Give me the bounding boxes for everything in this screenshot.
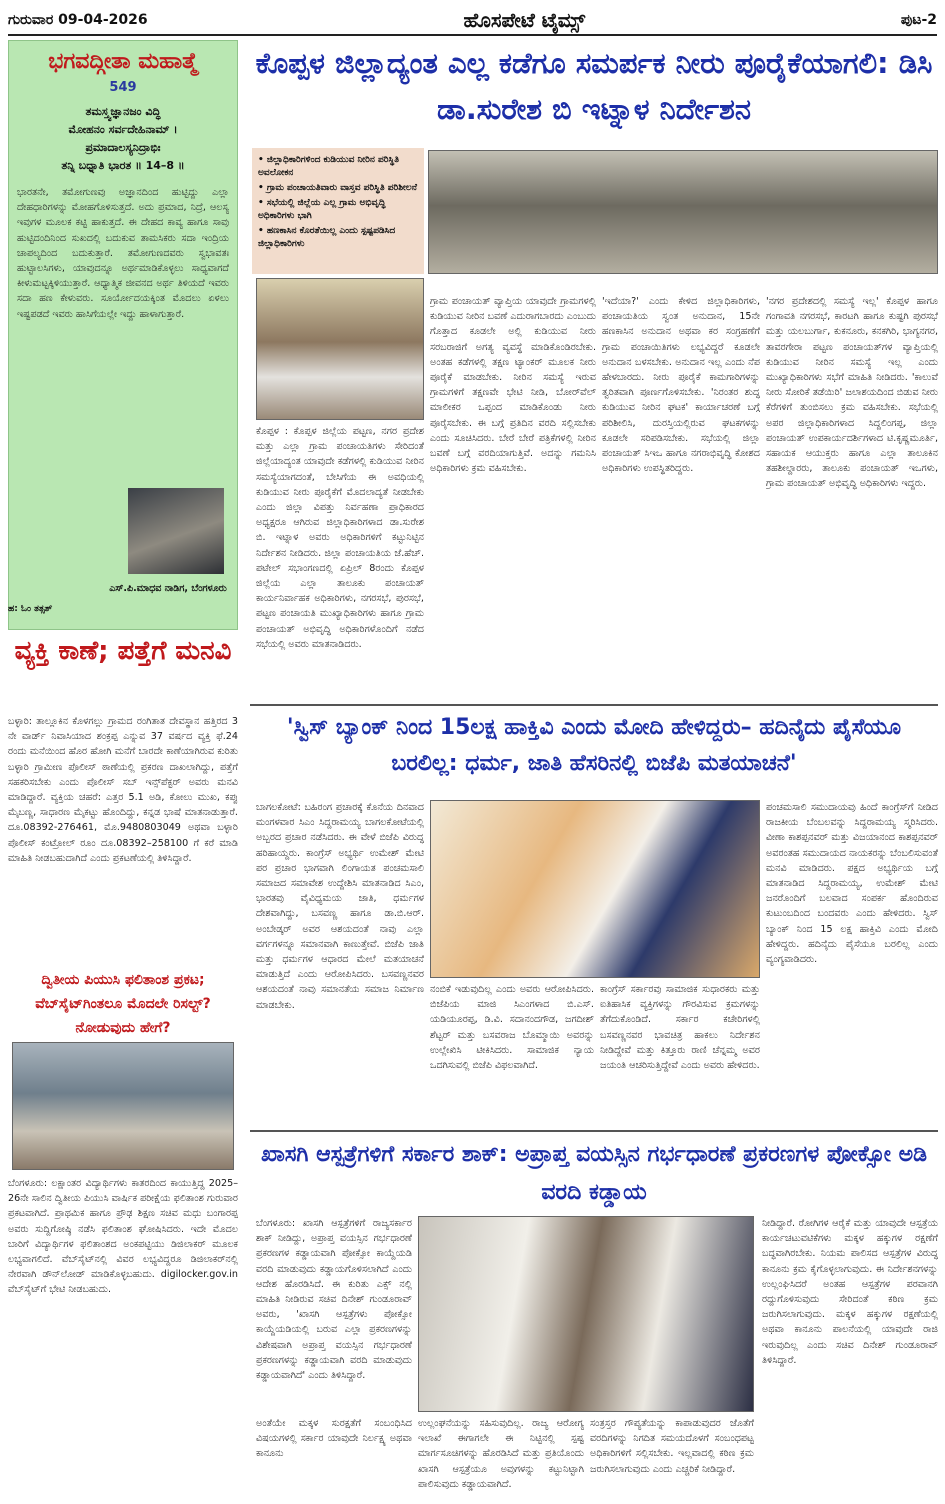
- story1-column-3: 'ಇದೆಯಾ?' ಎಂದು ಕೇಳಿದ ಜಿಲ್ಲಾಧಿಕಾರಿಗಳು, ಪಂಚಾಯತಿಯ ಸ್ವಂತ ಅನುದಾನ, 15ನೇ ಹಣಕಾಸಿನ ಅನುದಾನ ಅಥವಾ ಕರ ಸಂಗ್ರಹಣೆಗೆ ಗ್ರಾಮ ಪಂಚಾಯಿತಿಗಳು ಲಭ್ಯವಿದ್ದರೆ ಕೂಡಲೇ ಅನುದಾನ ಬಳಸಬೇಕು. ಅನುದಾನ ಇಲ್ಲ ಎಂದು ನೆಪ ಹೇಳಬಾರದು. ನೀರು ಪೂರೈಕೆ ಕಾಮಗಾರಿಗಳನ್ನು ತ್ವರಿತವಾಗಿ ಪೂರ್ಣಗೊಳಿಸಬೇಕು. 'ನಿರಂತರ ಶುದ್ಧ ಕುಡಿಯುವ ನೀರಿನ ಘಟಕ' ಕಾರ್ಯಾಚರಣೆ ಬಗ್ಗೆ ಪರಿಶೀಲಿಸಿ, ದುರಸ್ತಿಯಲ್ಲಿರುವ ಘಟಕಗಳನ್ನು ಕೂಡಲೇ ಸರಿಪಡಿಸಬೇಕು. ಸಭೆಯಲ್ಲಿ ಜಿಲ್ಲಾ ಪಂಚಾಯತ್ ಸಿಇಒ ಹಾಗೂ ನಗರಾಭಿವೃದ್ಧಿ ಕೋಶದ ಅಧಿಕಾರಿಗಳು ಉಪಸ್ಥಿತರಿದ್ದರು.: [602, 296, 760, 475]
- gita-title: ಭಗವದ್ಗೀತಾ ಮಹಾತ್ಮೆ: [48, 49, 198, 74]
- gita-body: ಭಾರತನೇ, ತಮೋಗುಣವು ಅಜ್ಞಾನದಿಂದ ಹುಟ್ಟಿದ್ದು ಎಲ್ಲಾ ದೇಹಧಾರಿಗಳನ್ನು ಮೋಹಗೊಳಿಸುತ್ತದೆ. ಅದು ಪ್ರಮಾದ, ನಿದ್ರೆ, ಆಲಸ್ಯ ಇವುಗಳ ಮೂಲಕ ಕಟ್ಟಿ ಹಾಕುತ್ತದೆ. ಈ ದೇಹದ ಕಾವ್ಯ ಹಾಗೂ ಸಾವು ಹುಟ್ಟಿದಂದಿನಿಂದ ಸುಖದಲ್ಲಿ ಬದುಕುವ ತಾಮಸಿಕರು ಸದಾ ಇಂದ್ರಿಯ ಚಾಪಲ್ಯದಿಂದ ಬದುಕುತ್ತಾರೆ. ತಮೋಗುಣದವರು ಸ್ವಭಾವತಃ ಹುಟ್ಟಾಲಸಿಗಳು, ಯಾವುದನ್ನೂ ಅರ್ಥಮಾಡಿಕೊಳ್ಳಲು ಸಾಧ್ಯವಾಗದೆ ಕೀಳುಮಟ್ಟಕ್ಕಿಳಿಯುತ್ತಾರೆ. ಆಧ್ಯಾತ್ಮಿಕ ಜೀವನದ ಅರ್ಥ ತಿಳಿಯದೆ ಇವರು ಸದಾ ಹಣ ಕೇಳುವರು. ಸೂರ್ಯೋದಯಕ್ಕಿಂತ ಮೊದಲು ಏಳಲು ಇಷ್ಟಪಡದೆ ಇವರು ಹಾಸಿಗೆಯಲ್ಲೇ ಇದ್ದು ಹಾಳಾಗುತ್ತಾರೆ.: [17, 187, 229, 320]
- photo-credit: ಹ: ಓಂ ತತ್ಸತ್: [8, 604, 53, 614]
- story2-column-1: ಬಾಗಲಕೋಟೆ: ಬಹಿರಂಗ ಪ್ರಚಾರಕ್ಕೆ ಕೊನೆಯ ದಿನವಾದ ಮಂಗಳವಾರ ಸಿಎಂ ಸಿದ್ದರಾಮಯ್ಯ ಬಾಗಲಕೋಟೆಯಲ್ಲಿ ಅಬ್ಬರದ ಪ್ರಚಾರ ನಡೆಸಿದರು. ಈ ವೇಳೆ ಬಿಜೆಪಿ ವಿರುದ್ಧ ಹರಿಹಾಯ್ದರು. ಕಾಂಗ್ರೆಸ್ ಅಭ್ಯರ್ಥಿ ಉಮೇಶ್ ಮೇಟಿ ಪರ ಪ್ರಚಾರ ಭಾಗವಾಗಿ ಲಿಂಗಾಯತ ಪಂಚಮಸಾಲಿ ಸಮಾಜದ ಸಮಾವೇಶ ಉದ್ದೇಶಿಸಿ ಮಾತನಾಡಿದ ಸಿಎಂ, ಭಾರತವು ವೈವಿಧ್ಯಮಯ ಜಾತಿ, ಧರ್ಮಗಳ ದೇಶವಾಗಿದ್ದು, ಬಸವಣ್ಣ ಹಾಗೂ ಡಾ.ಬಿ.ಆರ್. ಅಂಬೇಡ್ಕರ್ ಅವರ ಆಶಯದಂತೆ ನಾವು ಎಲ್ಲಾ ವರ್ಗಗಳನ್ನೂ ಸಮಾನವಾಗಿ ಕಾಣುತ್ತೇವೆ. ಬಿಜೆಪಿ ಜಾತಿ ಮತ್ತು ಧರ್ಮಗಳ ಆಧಾರದ ಮೇಲೆ ಮತಯಾಚನೆ ಮಾಡುತ್ತಿದೆ ಎಂದು ಆರೋಪಿಸಿದರು. ಬಸವಣ್ಣನವರ ಆಶಯದಂತೆ ನಾವು ಸಮಾನತೆಯ ಸಮಾಜ ನಿರ್ಮಾಣ ಮಾಡಬೇಕು.: [256, 802, 424, 1011]
- story3-column-3: ಸಂತ್ರಸ್ತರ ಗೌಪ್ಯತೆಯನ್ನು ಕಾಪಾಡುವುದರ ಜೊತೆಗೆ ವರದಿಗಳನ್ನು ನಿಗದಿತ ಸಮಯದೊಳಗೆ ಸಂಬಂಧಪಟ್ಟ ಅಧಿಕಾರಿಗಳಿಗೆ ಸಲ್ಲಿಸಬೇಕು. ಇಲ್ಲವಾದಲ್ಲಿ ಕಠಿಣ ಕ್ರಮ ಜರುಗಿಸಲಾಗುವುದು ಎಂದು ಎಚ್ಚರಿಕೆ ನೀಡಿದ್ದಾರೆ.: [590, 1418, 754, 1475]
- verse-line: ಮೋಹನಂ ಸರ್ವದೇಹಿನಾಮ್ ।: [68, 123, 178, 136]
- story2-headline: 'ಸ್ವಿಸ್ ಬ್ಯಾಂಕ್ ನಿಂದ 15ಲಕ್ಷ ಹಾಕ್ತಿವಿ ಎಂದು ಮೋದಿ ಹೇಳಿದ್ದರು– ಹದಿನೈದು ಪೈಸೆಯೂ ಬರಲಿಲ್ಲ: ಧರ್ಮ, ಜಾತಿ ಹೆಸರಿನಲ್ಲಿ ಬಿಜೆಪಿ ಮತಯಾಚನೆ': [286, 715, 902, 776]
- gita-verse: [17, 103, 229, 175]
- story1-column-4: 'ನಗರ ಪ್ರದೇಶದಲ್ಲಿ ಸಮಸ್ಯೆ ಇಲ್ಲ' ಕೊಪ್ಪಳ ಹಾಗೂ ಗಂಗಾವತಿ ನಗರಸಭೆ, ಕಾರಟಗಿ ಹಾಗೂ ಕುಷ್ಟಗಿ ಪುರಸಭೆ ಮತ್ತು ಯಲಬುರ್ಗಾ, ಕುಕನೂರು, ಕನಕಗಿರಿ, ಭಾಗ್ಯನಗರ, ತಾವರಗೇರಾ ಪಟ್ಟಣ ಪಂಚಾಯತ್‌ಗಳ ವ್ಯಾಪ್ತಿಯಲ್ಲಿ ಕುಡಿಯುವ ನೀರಿನ ಸಮಸ್ಯೆ ಇಲ್ಲ ಎಂದು ಮುಖ್ಯಾಧಿಕಾರಿಗಳು ಸಭೆಗೆ ಮಾಹಿತಿ ನೀಡಿದರು. 'ಕಾಲುವೆ ನೀರು ಸೋರಿಕೆ ತಡೆಯಿರಿ' ಜಲಾಶಯದಿಂದ ಬಿಡುವ ನೀರು ಕೆರೆಗಳಿಗೆ ತುಂಬಿಸಲು ಕ್ರಮ ವಹಿಸಬೇಕು. ಸಭೆಯಲ್ಲಿ ಅಪರ ಜಿಲ್ಲಾಧಿಕಾರಿಗಳಾದ ಸಿದ್ದಲಿಂಗಪ್ಪ, ಜಿಲ್ಲಾ ಪಂಚಾಯತ್ ಉಪಕಾರ್ಯದರ್ಶಿಗಳಾದ ಟಿ.ಕೃಷ್ಣಮೂರ್ತಿ, ಸಹಾಯಕ ಆಯುಕ್ತರು ಹಾಗೂ ಎಲ್ಲಾ ತಾಲೂಕಿನ ತಹಶೀಲ್ದಾರರು, ತಾಲೂಕು ಪಂಚಾಯತ್ ಇಒಗಳು, ಗ್ರಾಮ ಪಂಚಾಯತ್ ಅಭಿವೃದ್ಧಿ ಅಧಿಕಾರಿಗಳು ಇದ್ದರು.: [766, 296, 938, 490]
- story2-column-4: ಪಂಚಮಸಾಲಿ ಸಮುದಾಯವು ಹಿಂದೆ ಕಾಂಗ್ರೆಸ್‌ಗೆ ನೀಡಿದ ರಾಜಕೀಯ ಬೆಂಬಲವನ್ನು ಸಿದ್ದರಾಮಯ್ಯ ಸ್ಮರಿಸಿದರು. ವೀಣಾ ಕಾಶಪ್ಪನವರ್ ಮತ್ತು ವಿಜಯಾನಂದ ಕಾಶಪ್ಪನವರ್ ಅವರಂತಹ ಸಮುದಾಯದ ನಾಯಕರನ್ನು ಬೆಂಬಲಿಸುವಂತೆ ಮನವಿ ಮಾಡಿದರು. ಪಕ್ಷದ ಅಭ್ಯರ್ಥಿಯ ಬಗ್ಗೆ ಮಾತನಾಡಿದ ಸಿದ್ದರಾಮಯ್ಯ, ಉಮೇಶ್ ಮೇಟಿ ಜನರೊಂದಿಗೆ ಬಲವಾದ ಸಂಪರ್ಕ ಹೊಂದಿರುವ ಕುಟುಂಬದಿಂದ ಬಂದವರು ಎಂದು ಹೇಳಿದರು. ಸ್ವಿಸ್ ಬ್ಯಾಂಕ್ ನಿಂದ 15 ಲಕ್ಷ ಹಾಕ್ತಿವಿ ಎಂದು ಮೋದಿ ಹೇಳಿದ್ದರು. ಹದಿನೈದು ಪೈಸೆಯೂ ಬರಲಿಲ್ಲ ಎಂದು ವ್ಯಂಗ್ಯವಾಡಿದರು.: [766, 802, 938, 966]
- missing-person-text: ಬಳ್ಳಾರಿ: ತಾಲ್ಲೂಕಿನ ಕೊಳಗಲ್ಲು ಗ್ರಾಮದ ರಂಗಿತಾತ ದೇವಸ್ಥಾನ ಹತ್ತಿರದ 3 ನೇ ವಾರ್ಡ್ ನಿವಾಸಿಯಾದ ಶಂಕ್ರಪ್ಪ ಎನ್ನುವ 37 ವರ್ಷದ ವ್ಯಕ್ತಿ ಫೆ.24 ರಂದು ಮನೆಯಿಂದ ಹೊರ ಹೋಗಿ ಮನೆಗೆ ಬಾರದೇ ಕಾಣೆಯಾಗಿರುವ ಕುರಿತು ಬಳ್ಳಾರಿ ಗ್ರಾಮೀಣ ಪೊಲೀಸ್ ಠಾಣೆಯಲ್ಲಿ ಪ್ರಕರಣ ದಾಖಲಾಗಿದ್ದು, ಪತ್ತೆಗೆ ಸಹಕರಿಸಬೇಕು ಎಂದು ಪೊಲೀಸ್ ಸಬ್ ಇನ್ಸ್‌ಪೆಕ್ಟರ್ ಅವರು ಮನವಿ ಮಾಡಿದ್ದಾರೆ. ವ್ಯಕ್ತಿಯ ಚಹರೆ: ಎತ್ತರ 5.1 ಅಡಿ, ಕೋಲು ಮುಖ, ಕಪ್ಪು ಮೈಬಣ್ಣ, ಸಾಧಾರಣ ಮೈಕಟ್ಟು ಹೊಂದಿದ್ದು, ಕನ್ನಡ ಭಾಷೆ ಮಾತನಾಡುತ್ತಾರೆ. ದೂ.08392-276461, ಮೊ.9480803049 ಅಥವಾ ಬಳ್ಳಾರಿ ಪೊಲೀಸ್ ಕಂಟ್ರೋಲ್ ರೂಂ ದೂ.08392–258100 ಗೆ ಕರೆ ಮಾಡಿ ಮಾಹಿತಿ ನೀಡಬಹುದಾಗಿದೆ ಎಂದು ಪ್ರಕಟಣೆಯಲ್ಲಿ ತಿಳಿಸಿದ್ದಾರೆ.: [8, 716, 238, 864]
- author-photo: [128, 488, 224, 574]
- story3-column-1: ಬೆಂಗಳೂರು: ಖಾಸಗಿ ಆಸ್ಪತ್ರೆಗಳಿಗೆ ರಾಜ್ಯಸರ್ಕಾರ ಶಾಕ್ ನೀಡಿದ್ದು, ಅಪ್ರಾಪ್ತ ವಯಸ್ಸಿನ ಗರ್ಭಧಾರಣೆ ಪ್ರಕರಣಗಳ ಕಡ್ಡಾಯವಾಗಿ ಪೋಕ್ಸೋ ಕಾಯ್ದೆಯಡಿ ವರದಿ ಮಾಡುವುದು ಕಡ್ಡಾಯಗೊಳಿಸಲಾಗಿದೆ ಎಂದು ಆದೇಶ ಹೊರಡಿಸಿದೆ. ಈ ಕುರಿತು ಎಕ್ಸ್ ನಲ್ಲಿ ಮಾಹಿತಿ ನೀಡಿರುವ ಸಚಿವ ದಿನೇಶ್ ಗುಂಡೂರಾವ್ ಅವರು, 'ಖಾಸಗಿ ಆಸ್ಪತ್ರೆಗಳು ಪೋಕ್ಸೋ ಕಾಯ್ದೆಯಡಿಯಲ್ಲಿ ಬರುವ ಎಲ್ಲಾ ಪ್ರಕರಣಗಳನ್ನು ವಿಶೇಷವಾಗಿ ಅಪ್ರಾಪ್ತ ವಯಸ್ಸಿನ ಗರ್ಭಧಾರಣೆ ಪ್ರಕರಣಗಳನ್ನು ಕಡ್ಡಾಯವಾಗಿ ವರದಿ ಮಾಡುವುದು ಕಡ್ಡಾಯವಾಗಿದೆ' ಎಂದು ತಿಳಿಸಿದ್ದಾರೆ.: [256, 1218, 412, 1382]
- gita-number: 549: [109, 80, 137, 95]
- story2-column-2: ನಂಬಿಕೆ ಇಡುವುದಿಲ್ಲ ಎಂದು ಅವರು ಆರೋಪಿಸಿದರು. ಬಿಜೆಪಿಯ ಮಾಜಿ ಸಿಎಂಗಳಾದ ಬಿ.ಎಸ್. ಯಡಿಯೂರಪ್ಪ, ಡಿ.ವಿ. ಸದಾನಂದಗೌಡ, ಜಗದೀಶ್ ಶೆಟ್ಟರ್ ಮತ್ತು ಬಸವರಾಜ ಬೊಮ್ಮಾಯಿ ಅವರನ್ನು ಉಲ್ಲೇಖಿಸಿ ಟೀಕಿಸಿದರು. ಸಾಮಾಜಿಕ ನ್ಯಾಯ ಒದಗಿಸುವಲ್ಲಿ ಬಿಜೆಪಿ ವಿಫಲವಾಗಿದೆ.: [430, 984, 594, 1072]
- story1-column-1: ಕೊಪ್ಪಳ : ಕೊಪ್ಪಳ ಜಿಲ್ಲೆಯ ಪಟ್ಟಣ, ನಗರ ಪ್ರದೇಶ ಮತ್ತು ಎಲ್ಲಾ ಗ್ರಾಮ ಪಂಚಾಯತಿಗಳು ಸೇರಿದಂತೆ ಜಿಲ್ಲೆಯಾದ್ಯಂತ ಯಾವುದೇ ಕಡೆಗಳಲ್ಲಿ ಕುಡಿಯುವ ನೀರಿನ ಸಮಸ್ಯೆಯಾಗದಂತೆ, ಬೇಸಿಗೆಯ ಈ ಅವಧಿಯಲ್ಲಿ ಕುಡಿಯುವ ನೀರು ಪೂರೈಕೆಗೆ ಮೊದಲಾದ್ಯತೆ ನೀಡಬೇಕು ಎಂದು ಜಿಲ್ಲಾ ವಿಪತ್ತು ನಿರ್ವಹಣಾ ಪ್ರಾಧಿಕಾರದ ಅಧ್ಯಕ್ಷರೂ ಆಗಿರುವ ಜಿಲ್ಲಾಧಿಕಾರಿಗಳಾದ ಡಾ.ಸುರೇಶ ಬಿ. ಇಟ್ನಾಳ ಅವರು ಅಧಿಕಾರಿಗಳಿಗೆ ಕಟ್ಟುನಿಟ್ಟಿನ ನಿರ್ದೇಶನ ನೀಡಿದರು. ಜಿಲ್ಲಾ ಪಂಚಾಯತಿಯ ಜೆ.ಹೆಚ್. ಪಟೇಲ್ ಸಭಾಂಗಣದಲ್ಲಿ ಏಪ್ರಿಲ್ 8ರಂದು ಕೊಪ್ಪಳ ಜಿಲ್ಲೆಯ ಎಲ್ಲಾ ತಾಲೂಕು ಪಂಚಾಯತ್ ಕಾರ್ಯನಿರ್ವಾಹಕ ಅಧಿಕಾರಿಗಳು, ನಗರಸಭೆ, ಪುರಸಭೆ, ಪಟ್ಟಣ ಪಂಚಾಯತಿ ಮುಖ್ಯಾಧಿಕಾರಿಗಳು ಹಾಗೂ ಗ್ರಾಮ ಪಂಚಾಯತ್ ಅಭಿವೃದ್ಧಿ ಅಧಿಕಾರಿಗಳೊಂದಿಗೆ ನಡೆದ ಸಭೆಯಲ್ಲಿ ಅವರು ಮಾತನಾಡಿದರು.: [256, 426, 424, 650]
- highlight-item: • ಹಣಕಾಸಿನ ಕೊರತೆಯಿಲ್ಲ ಎಂದು ಸ್ಪಷ್ಟಪಡಿಸಿದ ಜಿಲ್ಲಾಧಿಕಾರಿಗಳು: [258, 226, 396, 249]
- newspaper-title: ಹೊಸಪೇಟೆ ಟೈಮ್ಸ್: [463, 8, 586, 32]
- missing-person-headline: ವ್ಯಕ್ತಿ ಕಾಣೆ; ಪತ್ತೆಗೆ ಮನವಿ: [14, 636, 232, 666]
- verse-line: ತನ್ನಿ ಬಧ್ನಾತಿ ಭಾರತ ॥ 14–8 ॥: [61, 159, 185, 172]
- section-divider: [250, 704, 938, 706]
- hospital-event-photo: [418, 1216, 754, 1412]
- meeting-hall-photo: [428, 150, 938, 274]
- chief-minister-photo: [430, 800, 760, 978]
- story1-headline: ಕೊಪ್ಪಳ ಜಿಲ್ಲಾದ್ಯಂತ ಎಲ್ಲ ಕಡೆಗೂ ಸಮರ್ಪಕ ನೀರು ಪೂರೈಕೆಯಾಗಲಿ: ಡಿಸಿ ಡಾ.ಸುರೇಶ ಬಿ ಇಟ್ನಾಳ ನಿರ್ದೇಶನ: [255, 46, 933, 126]
- story3-column-1b: ಅಂತೆಯೇ ಮಕ್ಕಳ ಸುರಕ್ಷತೆಗೆ ಸಂಬಂಧಿಸಿದ ವಿಷಯಗಳಲ್ಲಿ ಸರ್ಕಾರ ಯಾವುದೇ ನಿರ್ಲಕ್ಷ್ಯ ಅಥವಾ ಕಾನೂನು: [256, 1418, 412, 1460]
- page-number: ಪುಟ-2: [900, 12, 937, 28]
- story2-column-3: ಕಾಂಗ್ರೆಸ್ ಸರ್ಕಾರವು ಸಾಮಾಜಿಕ ಸುಧಾರಕರು ಮತ್ತು ಐತಿಹಾಸಿಕ ವ್ಯಕ್ತಿಗಳನ್ನು ಗೌರವಿಸುವ ಕ್ರಮಗಳನ್ನು ತೆಗೆದುಕೊಂಡಿದೆ. ಸರ್ಕಾರ ಕಚೇರಿಗಳಲ್ಲಿ ಬಸವಣ್ಣನವರ ಭಾವಚಿತ್ರ ಹಾಕಲು ನಿರ್ದೇಶನ ನೀಡಿದ್ದೇವೆ ಮತ್ತು ಕಿತ್ತೂರು ರಾಣಿ ಚೆನ್ನಮ್ಮ ಅವರ ಜಯಂತಿ ಆಚರಿಸುತ್ತಿದ್ದೇವೆ ಎಂದು ಅವರು ಹೇಳಿದರು.: [600, 984, 760, 1072]
- masthead: [8, 6, 937, 36]
- story3-column-2: ಉಲ್ಲಂಘನೆಯನ್ನು ಸಹಿಸುವುದಿಲ್ಲ. ರಾಜ್ಯ ಆರೋಗ್ಯ ಇಲಾಖೆ ಈಗಾಗಲೇ ಈ ನಿಟ್ಟಿನಲ್ಲಿ ಸ್ಪಷ್ಟ ಮಾರ್ಗಸೂಚಿಗಳನ್ನು ಹೊರಡಿಸಿದೆ ಮತ್ತು ಪ್ರತಿಯೊಂದು ಖಾಸಗಿ ಆಸ್ಪತ್ರೆಯೂ ಅವುಗಳನ್ನು ಕಟ್ಟುನಿಟ್ಟಾಗಿ ಪಾಲಿಸುವುದು ಕಡ್ಡಾಯವಾಗಿದೆ.: [418, 1418, 584, 1490]
- section-divider: [250, 1130, 938, 1132]
- story3-headline: ಖಾಸಗಿ ಆಸ್ಪತ್ರೆಗಳಿಗೆ ಸರ್ಕಾರ ಶಾಕ್: ಅಪ್ರಾಪ್ತ ವಯಸ್ಸಿನ ಗರ್ಭಧಾರಣೆ ಪ್ರಕರಣಗಳ ಪೋಕ್ಸೋ ಅಡಿ ವರದಿ ಕಡ್ಡಾಯ: [260, 1142, 928, 1205]
- highlight-item: • ಜಿಲ್ಲಾಧಿಕಾರಿಗಳಿಂದ ಕುಡಿಯುವ ನೀರಿನ ಪರಿಸ್ಥಿತಿ ಅವಲೋಕನ: [258, 155, 399, 178]
- students-computer-photo: [12, 1042, 234, 1170]
- highlight-item: • ಗ್ರಾಮ ಪಂಚಾಯತಿವಾರು ವಾಸ್ತವ ಪರಿಸ್ಥಿತಿ ಪರಿಶೀಲನೆ: [258, 183, 417, 193]
- puc-headline: ದ್ವಿತೀಯ ಪಿಯುಸಿ ಫಲಿತಾಂಶ ಪ್ರಕಟ; ವೆಬ್‌ಸೈಟ್‌ಗಿಂತಲೂ ಮೊದಲೇ ರಿಸಲ್ಟ್? ನೋಡುವುದು ಹೇಗೆ?: [35, 972, 211, 1036]
- verse-line: ಪ್ರಮಾದಾಲಸ್ಯನಿದ್ರಾಭಿಃ: [85, 141, 161, 154]
- author-name: ಎಸ್.ಪಿ.ಮಾಧವ ನಾಡಿಗ, ಬೆಂಗಳೂರು: [109, 583, 227, 594]
- story3-column-4: ನೀಡಿದ್ದಾರೆ. ರೋಗಿಗಳ ಆರೈಕೆ ಮತ್ತು ಯಾವುದೇ ಆಸ್ಪತ್ರೆಯ ಕಾರ್ಯಚಟುವಟಿಕೆಗಳು ಮಕ್ಕಳ ಹಕ್ಕುಗಳ ರಕ್ಷಣೆಗೆ ಬದ್ಧವಾಗಿರಬೇಕು. ನಿಯಮ ಪಾಲಿಸದ ಆಸ್ಪತ್ರೆಗಳ ವಿರುದ್ಧ ಕಾನೂನು ಕ್ರಮ ಕೈಗೊಳ್ಳಲಾಗುವುದು. ಈ ನಿರ್ದೇಶನಗಳನ್ನು ಉಲ್ಲಂಘಿಸಿದರೆ ಅಂತಹ ಆಸ್ಪತ್ರೆಗಳ ಪರವಾನಗಿ ರದ್ದುಗೊಳಿಸುವುದು ಸೇರಿದಂತೆ ಕಠಿಣ ಕ್ರಮ ಜರುಗಿಸಲಾಗುವುದು. ಮಕ್ಕಳ ಹಕ್ಕುಗಳ ರಕ್ಷಣೆಯಲ್ಲಿ ಅಥವಾ ಕಾನೂನು ಪಾಲನೆಯಲ್ಲಿ ಯಾವುದೇ ರಾಜಿ ಇರುವುದಿಲ್ಲ ಎಂದು ಸಚಿವ ದಿನೇಶ್ ಗುಂಡೂರಾವ್ ತಿಳಿಸಿದ್ದಾರೆ.: [762, 1218, 938, 1366]
- puc-text: ಬೆಂಗಳೂರು: ಲಕ್ಷಾಂತರ ವಿದ್ಯಾರ್ಥಿಗಳು ಕಾತರದಿಂದ ಕಾಯುತ್ತಿದ್ದ 2025–26ನೇ ಸಾಲಿನ ದ್ವಿತೀಯ ಪಿಯುಸಿ ವಾರ್ಷಿಕ ಪರೀಕ್ಷೆಯ ಫಲಿತಾಂಶ ಗುರುವಾರ ಪ್ರಕಟವಾಗಿದೆ. ಪ್ರಾಥಮಿಕ ಹಾಗೂ ಪ್ರೌಢ ಶಿಕ್ಷಣ ಸಚಿವ ಮಧು ಬಂಗಾರಪ್ಪ ಅವರು ಸುದ್ದಿಗೋಷ್ಠಿ ನಡೆಸಿ ಫಲಿತಾಂಶ ಘೋಷಿಸಿದರು. ಇದೇ ಮೊದಲ ಬಾರಿಗೆ ವಿದ್ಯಾರ್ಥಿಗಳ ಫಲಿತಾಂಶದ ಅಂಕಪಟ್ಟಿಯು ಡಿಜಿಲಾಕರ್ ಮೂಲಕ ಲಭ್ಯವಾಗಲಿದೆ. ವೆಬ್‌ಸೈಟ್‌ನಲ್ಲಿ ವಿವರ ಲಭ್ಯವಿದ್ದರೂ ಡಿಜಿಲಾಕರ್‌ನಲ್ಲಿ ನೇರವಾಗಿ ಡೌನ್‌ಲೋಡ್ ಮಾಡಿಕೊಳ್ಳಬಹುದು. digilocker.gov.in ವೆಬ್‌ಸೈಟ್‌ಗೆ ಭೇಟಿ ನೀಡಬಹುದು.: [8, 1178, 238, 1296]
- verse-line: ತಮಸ್ತ್ವಜ್ಞಾನಜಂ ವಿದ್ಧಿ: [85, 105, 161, 118]
- district-commissioner-photo: [256, 278, 424, 420]
- story1-column-2: ಗ್ರಾಮ ಪಂಚಾಯತ್ ವ್ಯಾಪ್ತಿಯ ಯಾವುದೇ ಗ್ರಾಮಗಳಲ್ಲಿ ಕುಡಿಯುವ ನೀರಿನ ಬವಣೆ ಎದುರಾಗಬಾರದು ಎಂಬುದು ಗೊತ್ತಾದ ಕೂಡಲೇ ಅಲ್ಲಿ ಕುಡಿಯುವ ನೀರು ಸರಬರಾಜಿಗೆ ಅಗತ್ಯ ವ್ಯವಸ್ಥೆ ಮಾಡಿಕೊಂಡಿರಬೇಕು. ಅಂತಹ ಕಡೆಗಳಲ್ಲಿ ತಕ್ಷಣ ಟ್ಯಾಂಕರ್ ಮೂಲಕ ನೀರು ಪೂರೈಕೆ ಮಾಡಬೇಕು. ನೀರಿನ ಸಮಸ್ಯೆ ಇರುವ ಗ್ರಾಮಗಳಿಗೆ ತಕ್ಷಣವೇ ಭೇಟಿ ನೀಡಿ, ಬೋರ್‌ವೆಲ್ ಮಾಲೀಕರ ಒಪ್ಪಂದ ಮಾಡಿಕೊಂಡು ನೀರು ಪೂರೈಸಬೇಕು. ಈ ಬಗ್ಗೆ ಪ್ರತಿದಿನ ವರದಿ ಸಲ್ಲಿಸಬೇಕು ಎಂದು ಸೂಚಿಸಿದರು. ಬೇರೆ ಬೇರೆ ಪತ್ರಿಕೆಗಳಲ್ಲಿ ನೀರಿನ ಬವಣೆ ಬಗ್ಗೆ ವರದಿಯಾಗುತ್ತಿವೆ. ಅದನ್ನು ಗಮನಿಸಿ ಅಧಿಕಾರಿಗಳು ಕ್ರಮ ವಹಿಸಬೇಕು.: [430, 296, 596, 475]
- highlight-item: • ಸಭೆಯಲ್ಲಿ ಜಿಲ್ಲೆಯ ಎಲ್ಲ ಗ್ರಾಮ ಅಭಿವೃದ್ಧಿ ಅಧಿಕಾರಿಗಳು ಭಾಗಿ: [258, 198, 386, 221]
- story1-highlights: [252, 148, 424, 274]
- issue-date: ಗುರುವಾರ 09-04-2026: [8, 12, 148, 28]
